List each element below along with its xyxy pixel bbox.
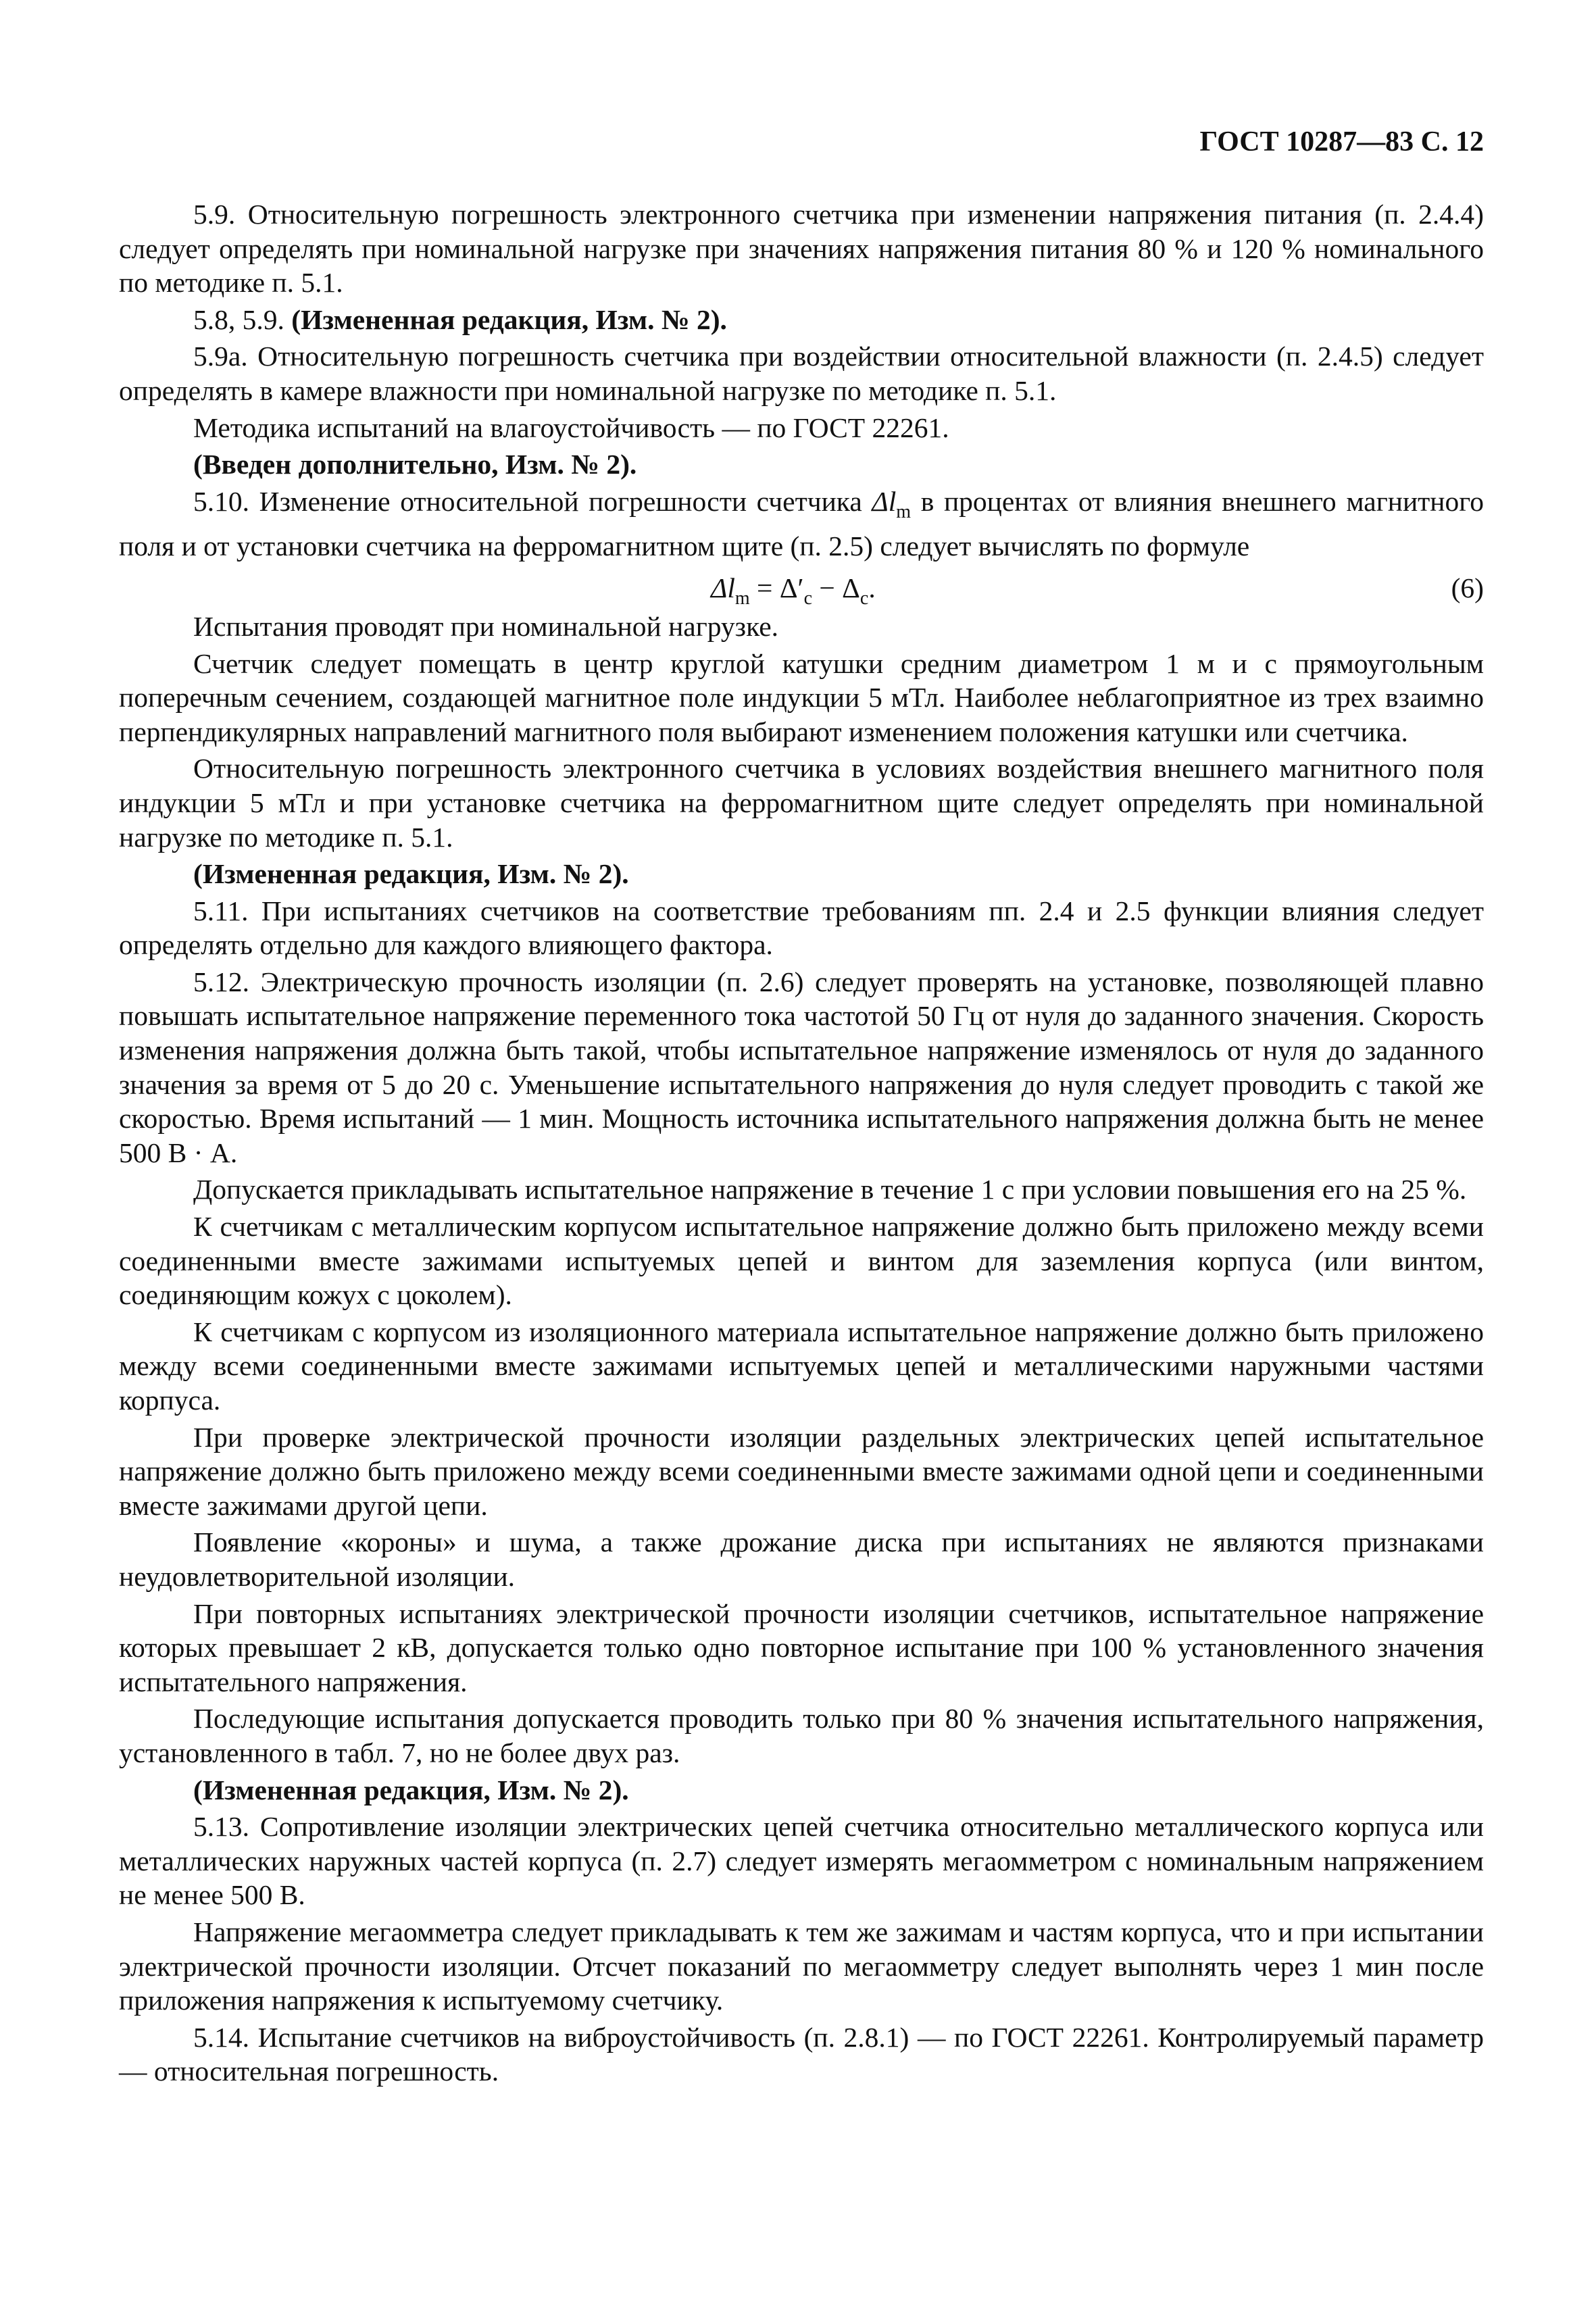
- page-header: ГОСТ 10287—83 С. 12: [1199, 126, 1484, 157]
- amendment-note-5-10: (Измененная редакция, Изм. № 2).: [193, 858, 629, 890]
- paragraph-5-10-coil: Счетчик следует помещать в центр круглой катушки средним диаметром 1 м и с прямоугольным поперечным сечением, создающей магнитное поле индукции 5 мТл. Наиболее неблагоприятное из трех взаимно перпендикулярных направлений магнитного поля выбирают изменением положения катушки или счетчика.: [119, 647, 1484, 747]
- delta-l-subscript: m: [896, 501, 912, 522]
- paragraph-5-11: 5.11. При испытаниях счетчиков на соответствие требованиям пп. 2.4 и 2.5 функции влияния следует определять отдельно для каждого влияющего фактора.: [119, 895, 1484, 961]
- delta-l-symbol: Δl: [872, 485, 897, 517]
- amendment-note-5-9: [119, 303, 1484, 337]
- formula-lhs-sub: m: [734, 587, 750, 609]
- amendment-note-prefix: 5.8, 5.9.: [193, 303, 292, 335]
- paragraph-5-9: 5.9. Относительную погрешность электронного счетчика при изменении напряжения питания (п. 2.4.4) следует определять при номинальной нагрузке при значениях напряжения питания 80 % и 120 % номинального по методике п. 5.1.: [119, 199, 1484, 299]
- paragraph-5-12-insulating-case: К счетчикам с корпусом из изоляционного материала испытательное напряжение должно быть приложено между всеми соединенными вместе зажимами испытуемых цепей и металлическими наружными частями корпуса.: [119, 1316, 1484, 1416]
- paragraph-5-12-repeat-test: При повторных испытаниях электрической прочности изоляции счетчиков, испытательное напряжение которых превышает 2 кВ, допускается только одно повторное испытание при 100 % установленного значения испытательного напряжения.: [119, 1597, 1484, 1697]
- formula-expression: [711, 566, 876, 620]
- paragraph-5-10-text-a: 5.10. Изменение относительной погрешности счетчика: [193, 485, 872, 517]
- paragraph-5-10: [119, 484, 1484, 564]
- formula-rhs-sub: c: [859, 587, 869, 609]
- formula-end: .: [868, 572, 876, 603]
- amendment-note-5-9a: (Введен дополнительно, Изм. № 2).: [193, 449, 637, 480]
- document-page: [119, 122, 1484, 2091]
- paragraph-5-12: 5.12. Электрическую прочность изоляции (п. 2.6) следует проверять на установке, позволяющей плавно повышать испытательное напряжение переменного тока частотой 50 Гц от нуля до заданного значения. Скорость изменения напряжения должна быть такой, чтобы испытательное напряжение изменялось от нуля до заданного значения за время от 5 до 20 с. Уменьшение испытательного напряжения до нуля следует проводить с такой же скоростью. Время испытаний — 1 мин. Мощность источника испытательного напряжения должна быть не менее 500 В · А.: [119, 966, 1484, 1168]
- amendment-note-bold: (Измененная редакция, Изм. № 2).: [291, 303, 727, 335]
- paragraph-5-12-separate-circuits: При проверке электрической прочности изоляции раздельных электрических цепей испытательное напряжение должно быть приложено между всеми соединенными вместе зажимами одной цепи и соединенными вместе зажимами другой цепи.: [119, 1421, 1484, 1521]
- paragraph-5-9a: 5.9а. Относительную погрешность счетчика при воздействии относительной влажности (п. 2.4.5) следует определять в камере влажности при номинальной нагрузке по методике п. 5.1.: [119, 341, 1484, 406]
- formula-number: (6): [1451, 572, 1484, 603]
- paragraph-5-13-megohmmeter: Напряжение мегаомметра следует прикладывать к тем же зажимам и частям корпуса, что и при испытании электрической прочности изоляции. Отсчет показаний по мегаомметру следует выполнять через 1 мин после приложения напряжения к испытуемому счетчику.: [119, 1916, 1484, 2016]
- paragraph-5-9a-method: Методика испытаний на влагоустойчивость — по ГОСТ 22261.: [193, 412, 949, 443]
- paragraph-5-12-one-second: Допускается прикладывать испытательное напряжение в течение 1 с при условии повышения его на 25 %.: [193, 1174, 1467, 1205]
- paragraph-5-12-metal-case: К счетчикам с металлическим корпусом испытательное напряжение должно быть приложено между всеми соединенными вместе зажимами испытуемых цепей и винтом для заземления корпуса (или винтом, соединяющим кожух с цоколем).: [119, 1211, 1484, 1311]
- formula-mid: = Δ′: [749, 572, 804, 603]
- paragraph-5-10-text-b: в процентах от влияния внешнего магнитного поля и от установки счетчика на ферромагнитном щите (п. 2.5) следует вычислять по формуле: [119, 485, 1485, 562]
- paragraph-5-12-subsequent: Последующие испытания допускается проводить только при 80 % значения испытательного напряжения, установленного в табл. 7, но не более двух раз.: [119, 1703, 1484, 1768]
- paragraph-5-10-electronic: Относительную погрешность электронного счетчика в условиях воздействия внешнего магнитного поля индукции 5 мТл и при установке счетчика на ферромагнитном щите следует определять при номинальной нагрузке по методике п. 5.1.: [119, 753, 1484, 853]
- formula-lhs: Δl: [711, 572, 735, 603]
- amendment-note-5-12: (Измененная редакция, Изм. № 2).: [193, 1774, 629, 1806]
- paragraph-5-12-corona: Появление «короны» и шума, а также дрожание диска при испытаниях не являются признаками неудовлетворительной изоляции.: [119, 1526, 1484, 1592]
- paragraph-5-13: 5.13. Сопротивление изоляции электрических цепей счетчика относительно металлического корпуса или металлических наружных частей корпуса (п. 2.7) следует измерять мегаомметром с номинальным напряжением не менее 500 В.: [119, 1811, 1484, 1911]
- formula-rhs: − Δ: [812, 572, 860, 603]
- paragraph-5-10-conditions: Испытания проводят при номинальной нагрузке.: [193, 610, 778, 642]
- formula-6: [119, 566, 1484, 609]
- paragraph-5-14: 5.14. Испытание счетчиков на виброустойчивость (п. 2.8.1) — по ГОСТ 22261. Контролируемый параметр — относительная погрешность.: [119, 2021, 1484, 2087]
- formula-mid-sub: c: [803, 587, 813, 609]
